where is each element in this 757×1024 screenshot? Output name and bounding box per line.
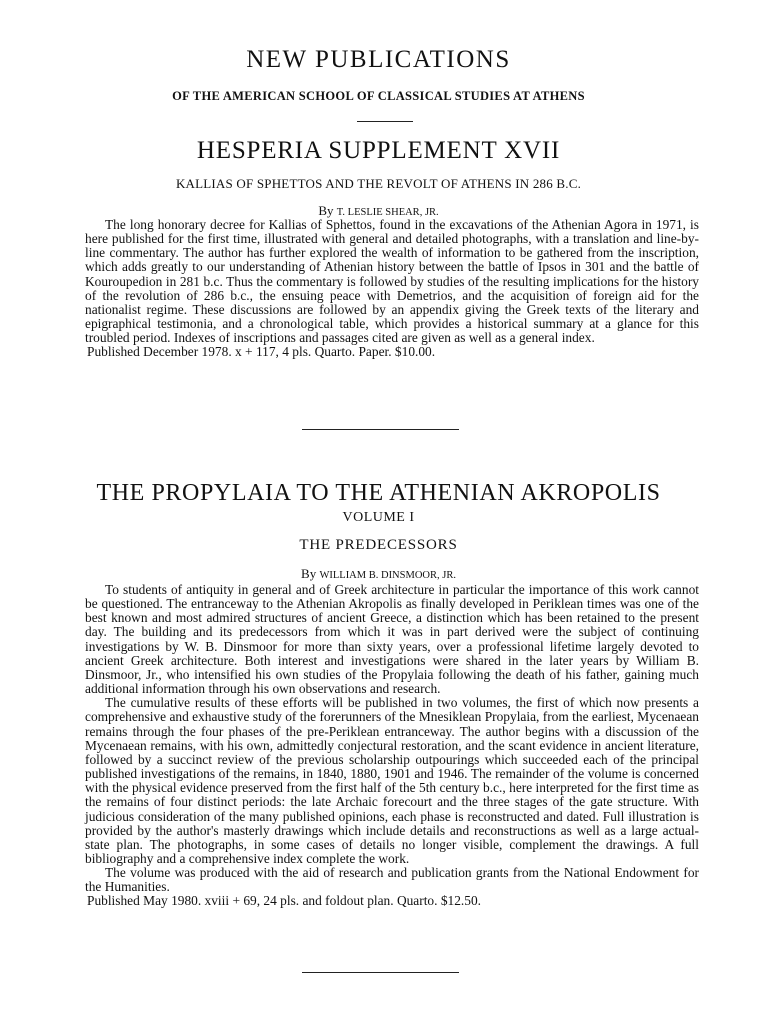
page-subtitle: OF THE AMERICAN SCHOOL OF CLASSICAL STUDIES AT ATHENS (172, 89, 585, 103)
supplement-description (85, 218, 699, 360)
supplement-title: HESPERIA SUPPLEMENT XVII (196, 137, 561, 164)
supplement-published: Published December 1978. x + 117, 4 pls. Quarto. Paper. $10.00. (87, 344, 436, 360)
page-title: NEW PUBLICATIONS (246, 46, 511, 73)
propylaia-paragraph: To students of antiquity in general and of Greek architecture in particular the importance of this work cannot be questioned. The entranceway to the Athenian Akropolis as finally developed in Periklean times was one of the best known and most admired structures of ancient Greece, a distinction which has been retained to the present day. The building and its predecessors from which it was in part derived were the subject of continuing investigations by W. B. Dinsmoor for more than sixty years, over a professional lifetime largely devoted to ancient Greek architecture. Both interest and investigations were shared in the later years by William B. Dinsmoor, Jr., who intensified his own studies of the Propylaia following the death of his father, gaining much additional information through his own observations and research. (85, 582, 699, 697)
author-by: By (301, 566, 317, 581)
author-name: T. LESLIE SHEAR, JR. (336, 207, 439, 218)
propylaia-subtitle: THE PREDECESSORS (299, 537, 458, 553)
propylaia-paragraph: The cumulative results of these efforts will be published in two volumes, the first of which now presents a comprehensive and exhaustive study of the forerunners of the Mnesiklean Propylaia, from the earliest, Mycenaean remains through the four phases of the pre-Periklean entranceway. The author begins with a discussion of the Mycenaean remains, with his own, admittedly conjectural restoration, and the scant evidence in ancient literature, followed by a succinct review of the previous scholarship outpourings which succeeded each of the principal published investigations of the remains, in 1840, 1880, 1901 and 1946. The remainder of the volume is concerned with the physical evidence preserved from the first half of the 5th century b.c., here interpreted for the first time as the remains of four distinct periods: the late Archaic forecourt and the three stages of the gate structure. With judicious consideration of the many published opinions, each phase is reconstructed and dated. Full illustration is provided by the author's masterly drawings which include details and reconstructions as well as a large actual-state plan. The photographs, in some cases of details no longer visible, complement the drawings. A full bibliography and a comprehensive index complete the work. (85, 695, 699, 866)
divider-short (357, 121, 413, 122)
author-name: WILLIAM B. DINSMOOR, JR. (319, 570, 456, 581)
propylaia-description (85, 583, 699, 909)
propylaia-title: THE PROPYLAIA TO THE ATHENIAN AKROPOLIS (96, 480, 661, 506)
propylaia-volume: VOLUME I (342, 510, 415, 525)
propylaia-author (0, 566, 757, 582)
propylaia-published: Published May 1980. xviii + 69, 24 pls. and foldout plan. Quarto. $12.50. (87, 893, 481, 909)
divider-long (302, 429, 459, 430)
supplement-paragraph: The long honorary decree for Kallias of Sphettos, found in the excavations of the Athenian Agora in 1971, is here published for the first time, illustrated with general and detailed photographs, with a translation and line-by-line commentary. The author has further explored the wealth of information to be gathered from the inscription, which adds greatly to our understanding of Athenian history between the battle of Ipsos in 301 and the battle of Kouroupedion in 281 b.c. Thus the commentary is followed by studies of the resulting implications for the history of the revolution of 286 b.c., the ensuing peace with Demetrios, and the acquisition of foreign aid for the nationalist regime. These discussions are followed by an appendix giving the Greek texts of the literary and epigraphical testimonia, and a chronological table, which provides a historical summary at a glance for this troubled period. Indexes of inscriptions and passages cited are given as well as a general index. (85, 217, 699, 346)
divider-long (302, 972, 459, 973)
propylaia-paragraph: The volume was produced with the aid of research and publication grants from the National Endowment for the Humanities. (85, 865, 699, 895)
author-by: By (318, 203, 334, 218)
supplement-subtitle: KALLIAS OF SPHETTOS AND THE REVOLT OF ATHENS IN 286 B.C. (175, 176, 582, 191)
